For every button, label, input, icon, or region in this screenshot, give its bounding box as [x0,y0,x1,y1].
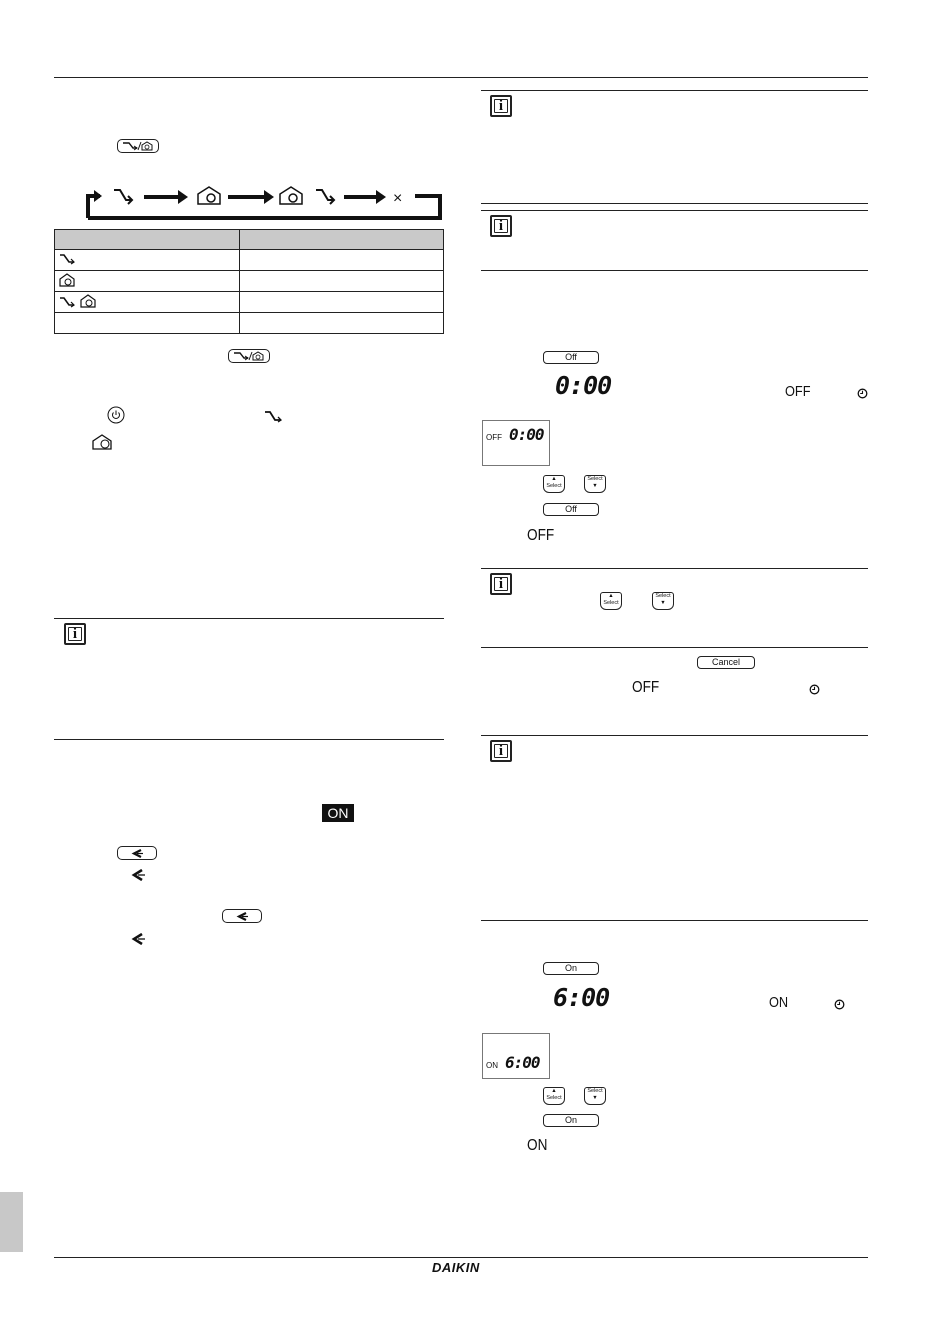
info-icon: i [490,215,512,237]
swing-icon [59,253,77,265]
note-rule-bottom [481,203,868,204]
note-rule-top [481,210,868,211]
note-rule-top [54,618,444,619]
airflow-direction-button-icon [222,909,262,923]
table-row [55,250,444,271]
airflow-direction-icon [130,933,146,945]
cancel-button[interactable]: Cancel [697,656,755,669]
on-label: ON [769,994,789,1011]
brand-logo: DAIKIN [432,1260,480,1275]
power-icon [107,406,125,424]
on-button[interactable]: On [543,1114,599,1127]
screen-off-time: 0:00 [509,425,544,444]
swing-icon [59,296,77,308]
screen-on-prefix: ON [486,1061,498,1070]
swing-icon [316,190,334,204]
ind-airflow-icon [280,187,302,204]
table-cell [55,250,240,271]
footer-rule [54,1257,868,1258]
table-cell [240,250,444,271]
off-button[interactable]: Off [543,351,599,364]
clock-icon [809,684,820,695]
on-badge: ON [322,804,354,822]
screen-on-time: 6:00 [505,1053,540,1072]
on-button[interactable]: On [543,962,599,975]
lcd-screen-on [482,1033,550,1079]
mode-cycle-diagram [80,180,445,225]
table-header-cell [240,230,444,250]
cycle-end-mark: × [393,190,403,207]
swing-airflow-button-icon [228,349,270,363]
swing-icon [114,190,132,204]
swing-icon [264,410,284,423]
off-label: OFF [785,383,811,400]
off-button[interactable]: Off [543,503,599,516]
airflow-direction-icon [130,869,146,881]
table-cell [55,313,240,334]
table-row [55,313,444,334]
airflow-direction-button-icon [117,846,157,860]
ind-airflow-icon [198,187,220,204]
clock-icon [857,388,868,399]
table-header-row [55,230,444,250]
table-cell [55,271,240,292]
note-rule-bottom [481,647,868,648]
select-down-button[interactable]: Select ▼ [584,475,606,493]
clock-icon [834,999,845,1010]
screen-off-prefix: OFF [486,433,502,442]
off-label: OFF [527,527,555,544]
ind-airflow-icon [92,434,116,450]
mode-table [54,229,444,334]
off-label: OFF [632,679,660,696]
note-rule-top [481,735,868,736]
table-row [55,292,444,313]
table-cell [240,313,444,334]
header-rule [54,77,868,78]
info-icon: i [64,623,86,645]
side-tab [0,1192,23,1252]
on-label: ON [527,1137,548,1154]
ind-airflow-icon [59,273,75,287]
select-up-button[interactable]: ▲ Select [543,475,565,493]
info-icon: i [490,573,512,595]
info-icon: i [490,95,512,117]
note-rule-bottom [481,270,868,271]
table-cell [240,292,444,313]
lcd-screen-off [482,420,550,466]
note-rule-bottom [54,739,444,740]
note-rule-bottom [481,920,868,921]
off-time-display: 0:00 [555,371,612,400]
table-row [55,271,444,292]
select-up-button[interactable]: ▲ Select [543,1087,565,1105]
select-down-button[interactable]: Select ▼ [652,592,674,610]
note-rule-top [481,90,868,91]
ind-airflow-icon [80,294,96,308]
table-header-cell [55,230,240,250]
info-icon: i [490,740,512,762]
select-down-button[interactable]: Select ▼ [584,1087,606,1105]
table-cell [55,292,240,313]
note-rule-top [481,568,868,569]
swing-airflow-button-icon [117,139,159,153]
table-cell [240,271,444,292]
on-time-display: 6:00 [553,983,610,1012]
select-up-button[interactable]: ▲ Select [600,592,622,610]
